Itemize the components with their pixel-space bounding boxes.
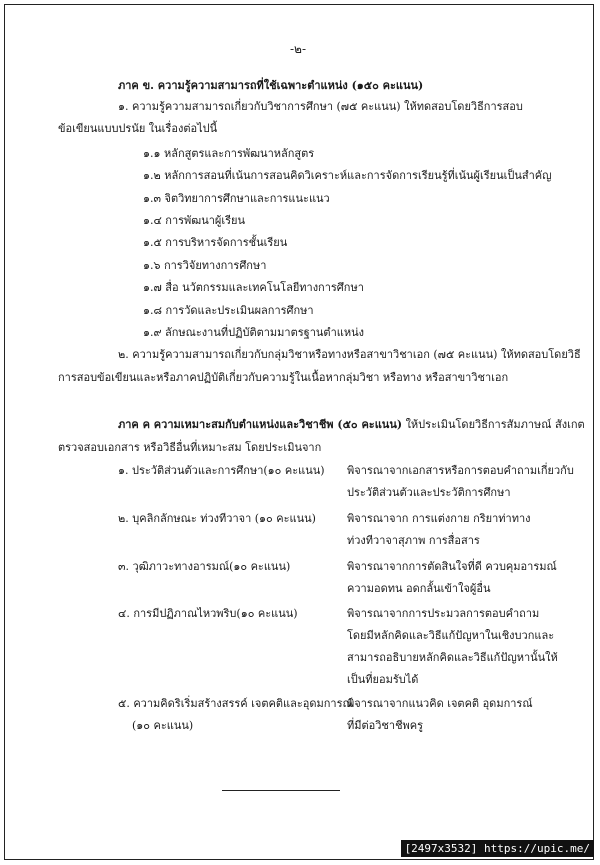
criterion-4-desc-line4: เป็นที่ยอมรับได้: [347, 673, 419, 686]
criterion-2-title: ๒. บุคลิกลักษณะ ท่วงทีวาจา (๑๐ คะแนน): [118, 512, 316, 525]
criterion-5-desc-line2: ที่มีต่อวิชาชีพครู: [347, 719, 424, 732]
criterion-1-desc-line1: พิจารณาจากเอกสารหรือการตอบคำถามเกี่ยวกับ: [347, 464, 574, 477]
criterion-5-title-line1: ๕. ความคิดริเริ่มสร้างสรรค์ เจตคติและอุดมการณ์: [118, 697, 353, 710]
subitem-1-8: ๑.๘ การวัดและประเมินผลการศึกษา: [143, 304, 314, 317]
watermark: [2497x3532] https://upic.me/: [401, 840, 594, 857]
section-b-heading: ภาค ข. ความรู้ความสามารถที่ใช้เฉพาะตำแหน่ง (๑๕๐ คะแนน): [118, 79, 424, 92]
criterion-5-desc-line1: พิจารณาจากแนวคิด เจตคติ อุดมการณ์: [347, 697, 533, 710]
criterion-4-title: ๔. การมีปฏิภาณไหวพริบ(๑๐ คะแนน): [118, 607, 298, 620]
criterion-4-desc-line1: พิจารณาจากการประมวลการตอบคำถาม: [347, 607, 540, 620]
criterion-5-title-line2: (๑๐ คะแนน): [132, 719, 194, 732]
section-c-heading: [118, 418, 585, 432]
criterion-2-desc-line1: พิจารณาจาก การแต่งกาย กริยาท่าทาง: [347, 512, 531, 525]
criterion-1-desc-line2: ประวัติส่วนตัวและประวัติการศึกษา: [347, 486, 511, 499]
subitem-1-4: ๑.๔ การพัฒนาผู้เรียน: [143, 214, 246, 227]
section-c-heading-bold: ภาค ค ความเหมาะสมกับตำแหน่งและวิชาชีพ (๕๐ คะแนน): [118, 418, 403, 431]
section-b-item2-line1: ๒. ความรู้ความสามารถเกี่ยวกับกลุ่มวิชาหรือทางหรือสาขาวิชาเอก (๗๕ คะแนน) ให้ทดสอบโดยวิธี: [118, 348, 581, 361]
criterion-2-desc-line2: ท่วงทีวาจาสุภาพ การสื่อสาร: [347, 534, 480, 547]
page-number: -๒-: [290, 42, 307, 56]
subitem-1-5: ๑.๕ การบริหารจัดการชั้นเรียน: [143, 236, 288, 249]
subitem-1-2: ๑.๒ หลักการสอนที่เน้นการสอนคิดวิเคราะห์และการจัดการเรียนรู้ที่เน้นผู้เรียนเป็นสำคัญ: [143, 169, 552, 182]
subitem-1-3: ๑.๓ จิตวิทยาการศึกษาและการแนะแนว: [143, 192, 330, 205]
criterion-4-desc-line3: สามารถอธิบายหลักคิดและวิธีแก้ปัญหานั้นให้: [347, 651, 558, 664]
criterion-3-desc-line1: พิจารณาจากการตัดสินใจที่ดี ควบคุมอารมณ์: [347, 560, 557, 573]
section-c-line2: ตรวจสอบเอกสาร หรือวิธีอื่นที่เหมาะสม โดยประเมินจาก: [58, 441, 322, 454]
section-c-heading-rest: ให้ประเมินโดยวิธีการสัมภาษณ์ สังเกต: [405, 418, 585, 431]
subitem-1-6: ๑.๖ การวิจัยทางการศึกษา: [143, 259, 267, 272]
section-b-item1-line2: ข้อเขียนแบบปรนัย ในเรื่องต่อไปนี้: [58, 122, 218, 135]
subitem-1-9: ๑.๙ ลักษณะงานที่ปฏิบัติตามมาตรฐานตำแหน่ง: [143, 326, 364, 339]
section-b-item2-line2: การสอบข้อเขียนและหรือภาคปฏิบัติเกี่ยวกับความรู้ในเนื้อหากลุ่มวิชา หรือทาง หรือสาขาวิชาเอก: [58, 371, 509, 384]
subitem-1-7: ๑.๗ สื่อ นวัตกรรมและเทคโนโลยีทางการศึกษา: [143, 281, 364, 294]
criterion-4-desc-line2: โดยมีหลักคิดและวิธีแก้ปัญหาในเชิงบวกและ: [347, 629, 555, 642]
criterion-1-title: ๑. ประวัติส่วนตัวและการศึกษา(๑๐ คะแนน): [118, 464, 325, 477]
subitem-1-1: ๑.๑ หลักสูตรและการพัฒนาหลักสูตร: [143, 147, 315, 160]
criterion-3-desc-line2: ความอดทน อดกลั้นเข้าใจผู้อื่น: [347, 582, 491, 595]
criterion-3-title: ๓. วุฒิภาวะทางอารมณ์(๑๐ คะแนน): [118, 560, 291, 573]
section-b-item1-line1: ๑. ความรู้ความสามารถเกี่ยวกับวิชาการศึกษา (๗๕ คะแนน) ให้ทดสอบโดยวิธีการสอบ: [118, 100, 523, 113]
closing-line: [222, 790, 340, 791]
